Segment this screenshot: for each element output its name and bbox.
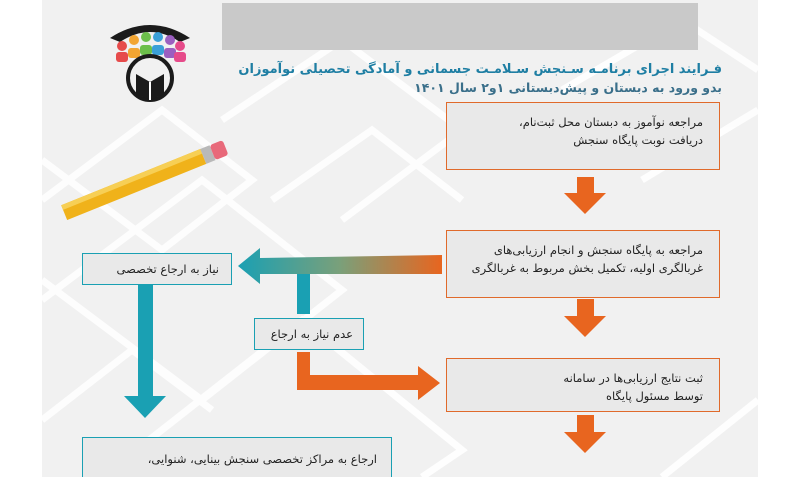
- arrow-down-1: [564, 177, 606, 214]
- needs-referral-box: [82, 253, 232, 285]
- arrow-to-referral: [238, 248, 442, 284]
- referral-centers-box: [82, 437, 392, 477]
- step-3-line-2: توسط مسئول پایگاه: [606, 389, 703, 403]
- step-2-line-1: مراجعه به پایگاه سنجش و انجام ارزیابی‌های: [493, 243, 703, 257]
- step-3-box: [446, 358, 720, 412]
- arrow-to-step3: [297, 352, 440, 400]
- title-line-2: بدو ورود به دبستان و پیش‌دبستانی ۱و۲ سال ۱۴۰۱: [414, 80, 722, 95]
- arrow-down-2: [564, 299, 606, 337]
- connector-vertical: [297, 274, 310, 314]
- arrow-down-referral: [124, 283, 166, 418]
- infographic-page: [42, 0, 758, 477]
- arrow-down-3: [564, 415, 606, 453]
- no-referral-label: عدم نیاز به ارجاع: [270, 327, 353, 341]
- no-referral-box: [254, 318, 364, 350]
- step-2-box: [446, 230, 720, 298]
- step-1-line-2: دریافت نوبت پایگاه سنجش: [573, 133, 703, 147]
- step-3-line-1: ثبت نتایج ارزیابی‌ها در سامانه: [563, 371, 703, 385]
- step-1-line-1: مراجعه نوآموز به دبستان محل ثبت‌نام،: [519, 115, 703, 129]
- referral-centers-label: ارجاع به مراکز تخصصی سنجش بینایی، شنوایی،: [147, 452, 377, 466]
- step-2-line-2: غربالگری اولیه، تکمیل بخش مربوط به غربالگری: [471, 261, 703, 275]
- needs-referral-label: نیاز به ارجاع تخصصی: [116, 262, 219, 276]
- step-1-box: [446, 102, 720, 170]
- title-line-1: فـرایند اجرای برنامـه سـنجش سـلامـت جسمانی و آمادگی تحصیلی نوآموزان: [238, 62, 722, 77]
